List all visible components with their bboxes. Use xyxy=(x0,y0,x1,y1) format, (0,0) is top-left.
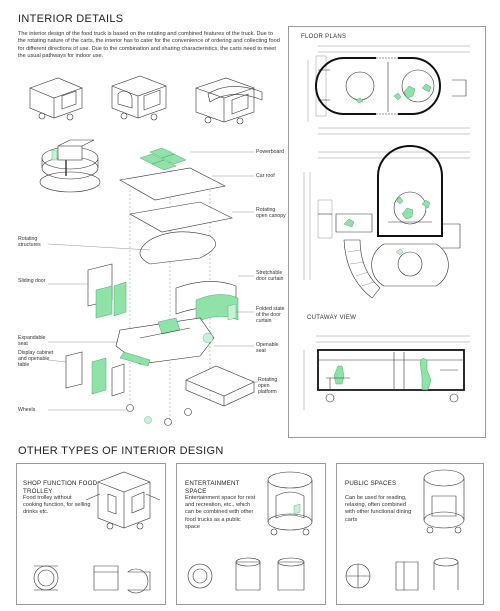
card-shop-trolley xyxy=(16,463,166,605)
wheels-diagram xyxy=(127,405,192,426)
floor-diagram xyxy=(116,318,214,366)
label-stretchable-curtain: Stretchable door curtain xyxy=(256,270,284,283)
card-public-spaces xyxy=(336,463,484,605)
rotating-structure-diagram xyxy=(140,232,216,264)
label-car-roof: Car roof xyxy=(256,173,275,179)
label-rotating-structures: Rotating structures xyxy=(18,236,41,249)
floor-plans-title: FLOOR PLANS xyxy=(301,34,347,40)
round-cart-view xyxy=(40,140,100,192)
other-types-title: OTHER TYPES OF INTERIOR DESIGN xyxy=(18,445,224,457)
card-shop-text: Food trolley without cooking function, for selling drinks etc. xyxy=(23,495,91,516)
iso-view-1 xyxy=(30,78,82,120)
iso-view-2 xyxy=(112,76,166,120)
label-display-cabinet: Display cabinet and openable table xyxy=(18,350,54,369)
walls-diagram xyxy=(88,264,238,322)
card-public-title: PUBLIC SPACES xyxy=(345,480,397,487)
interior-description: The interior design of the food truck is based on the rotating and combined features of the truck. Due to the rotating nature of the carts, the interior has to cater for the convenience of ordering and collecting food for different directions of use. Due to the combination and sharing characteristics, the carts need to meet the usual pathways for indoor use. xyxy=(18,31,280,60)
label-rotating-platform: Rotating open platform xyxy=(258,377,278,396)
platform-diagram xyxy=(186,366,254,396)
card-public-text: Can be used for reading, relaxing, often combined with other functional dining carts xyxy=(345,495,412,523)
label-powerboard: Powerboard xyxy=(256,149,284,155)
card-entertainment-title: ENTERTAINMENT SPACE xyxy=(185,480,240,495)
leader-lines xyxy=(48,152,258,410)
label-wheels: Wheels xyxy=(18,407,36,413)
interior-details-title: INTERIOR DETAILS xyxy=(18,13,124,25)
canopy-diagram xyxy=(130,202,232,232)
powerboard-diagram xyxy=(140,148,186,170)
iso-view-3 xyxy=(196,78,262,124)
label-rotating-canopy: Rotating open canopy xyxy=(256,207,286,220)
label-sliding-door: Sliding door xyxy=(18,278,46,284)
card-entertainment-text: Entertainment space for rest and recreation, etc., which can be combined with other food trucks as a public space xyxy=(185,495,256,530)
floor-plans-panel xyxy=(288,26,486,438)
label-folded-curtain: Folded state of the door curtain xyxy=(256,306,285,325)
cabinet-diagram xyxy=(66,352,124,396)
car-roof-diagram xyxy=(120,168,225,200)
card-shop-title: SHOP FUNCTION FOOD TROLLEY xyxy=(23,480,98,495)
cutaway-title: CUTAWAY VIEW xyxy=(307,315,357,321)
card-entertainment-space xyxy=(176,463,326,605)
label-expandable-seat: Expandable seat xyxy=(18,335,46,348)
label-openable-seat: Openable seat xyxy=(256,342,279,355)
